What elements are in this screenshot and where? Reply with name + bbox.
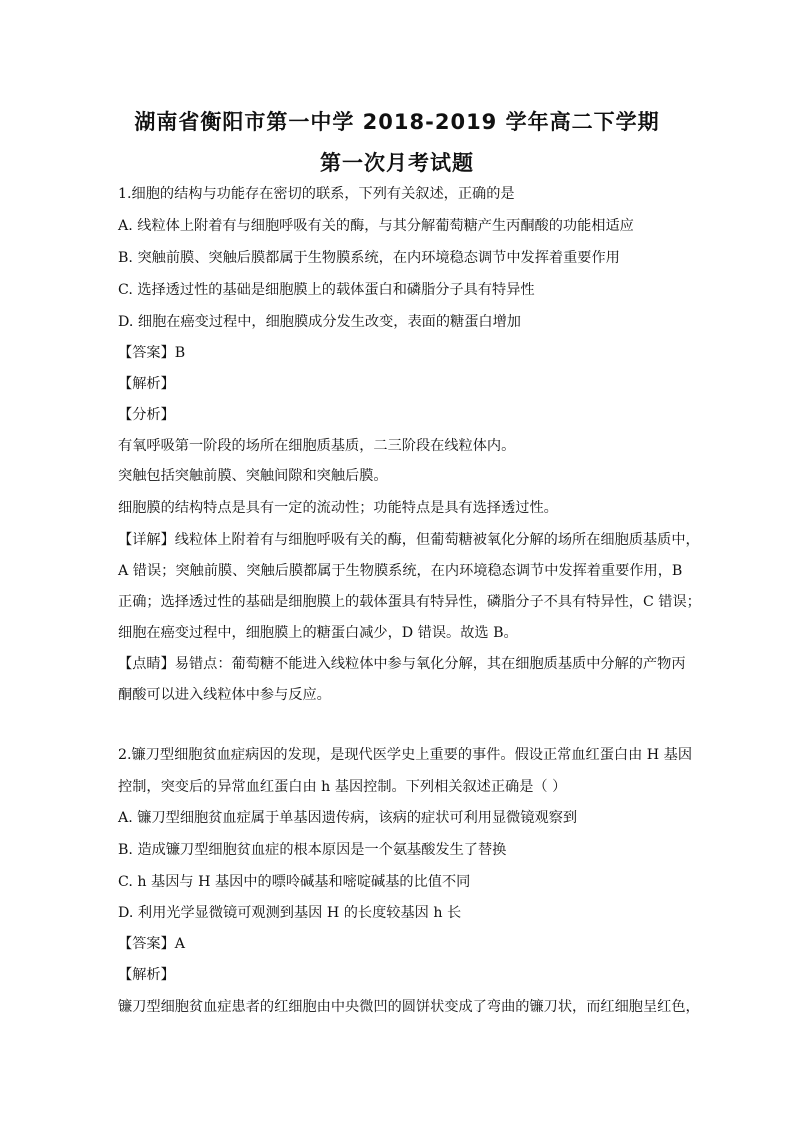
exam-title: 湖南省衡阳市第一中学 2018-2019 学年高二下学期 — [134, 110, 660, 134]
q1-point-line: 酮酸可以进入线粒体中参与反应。 — [118, 687, 331, 703]
q2-option-b: B. 造成镰刀型细胞贫血症的根本原因是一个氨基酸发生了替换 — [118, 842, 507, 858]
q1-fenxi-line: 有氧呼吸第一阶段的场所在细胞质基质，二三阶段在线粒体内。 — [118, 438, 516, 454]
q1-detail-line: A 错误；突触前膜、突触后膜都属于生物膜系统，在内环境稳态调节中发挥着重要作用，B — [118, 563, 683, 579]
q1-detail-line: 正确；选择透过性的基础是细胞膜上的载体蛋具有特异性，磷脂分子不具有特异性，C 错误； — [118, 594, 701, 610]
q1-answer: 【答案】B — [118, 345, 186, 361]
q1-fenxi-line: 突触包括突触前膜、突触间隙和突触后膜。 — [118, 468, 388, 484]
q1-option-b: B. 突触前膜、突触后膜都属于生物膜系统，在内环境稳态调节中发挥着重要作用 — [118, 250, 620, 266]
q2-answer: 【答案】A — [118, 936, 185, 952]
q1-fenxi-line: 细胞膜的结构特点是具有一定的流动性；功能特点是具有选择透过性。 — [118, 500, 558, 516]
q1-fenxi-label: 【分析】 — [118, 407, 175, 423]
q1-point-line: 【点睛】易错点：葡萄糖不能进入线粒体中参与氧化分解，其在细胞质基质中分解的产物丙 — [118, 656, 686, 672]
q2-stem-line: 2.镰刀型细胞贫血症病因的发现，是现代医学史上重要的事件。假设正常血红蛋白由 H 基因 — [118, 747, 693, 763]
exam-subtitle: 第一次月考试题 — [320, 151, 474, 175]
q2-analysis-line: 镰刀型细胞贫血症患者的红细胞由中央微凹的圆饼状变成了弯曲的镰刀状，而红细胞呈红色， — [118, 999, 700, 1015]
q2-analysis-label: 【解析】 — [118, 967, 175, 983]
q1-detail-line: 【详解】线粒体上附着有与细胞呼吸有关的酶，但葡萄糖被氧化分解的场所在细胞质基质中， — [118, 532, 700, 548]
q1-detail-line: 细胞在癌变过程中，细胞膜上的糖蛋白减少，D 错误。故选 B。 — [118, 625, 518, 641]
q1-analysis-label: 【解析】 — [118, 376, 175, 392]
q2-option-c: C. h 基因与 H 基因中的嘌呤碱基和嘧啶碱基的比值不同 — [118, 874, 471, 890]
q1-stem: 1.细胞的结构与功能存在密切的联系，下列有关叙述，正确的是 — [118, 186, 515, 202]
q2-option-a: A. 镰刀型细胞贫血症属于单基因遗传病，该病的症状可利用显微镜观察到 — [118, 810, 578, 826]
q1-option-d: D. 细胞在癌变过程中，细胞膜成分发生改变，表面的糖蛋白增加 — [118, 314, 521, 330]
q2-stem-line: 控制，突变后的异常血红蛋白由 h 基因控制。下列相关叙述正确是（ ） — [118, 779, 567, 795]
q2-option-d: D. 利用光学显微镜可观测到基因 H 的长度较基因 h 长 — [118, 905, 462, 921]
q1-option-c: C. 选择透过性的基础是细胞膜上的载体蛋白和磷脂分子具有特异性 — [118, 282, 535, 298]
q1-option-a: A. 线粒体上附着有与细胞呼吸有关的酶，与其分解葡萄糖产生丙酮酸的功能相适应 — [118, 218, 634, 234]
